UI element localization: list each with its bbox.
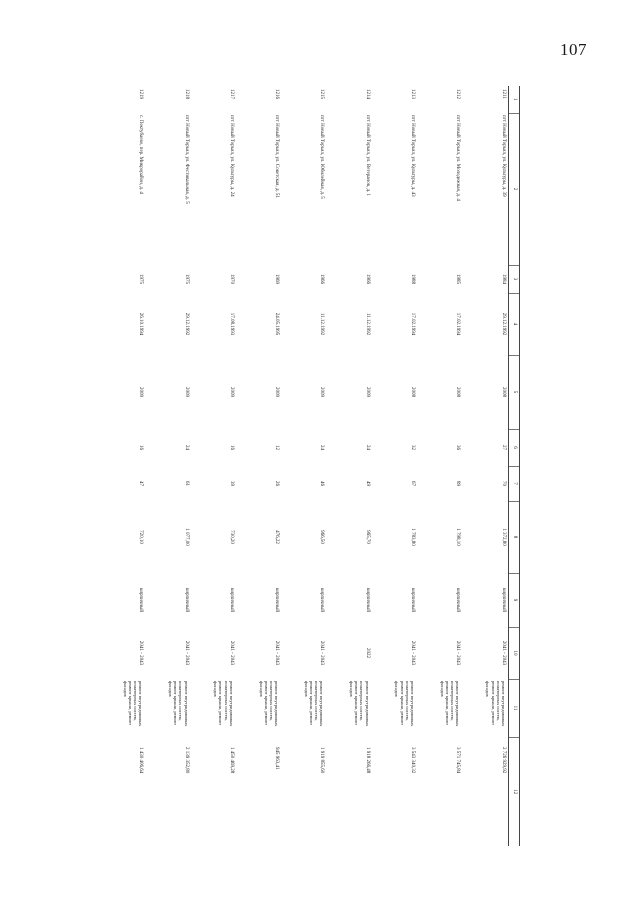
cell-repair-period: 2041 - 2043 (274, 640, 280, 666)
column-number-header: 8 (509, 501, 520, 573)
cell-date: 17.08.1993 (228, 312, 234, 336)
cell-repair-works: ремонт внутридомовых инженерных систем, ремонт крыши, ремонт фасадов (439, 681, 461, 727)
table-row (281, 86, 326, 846)
cell-cost: 3 571 745,84 (455, 747, 461, 774)
cell-repair-works: ремонт внутридомовых инженерных систем, ремонт крыши, ремонт фасадов (168, 681, 189, 727)
cell-value-7: 61 (183, 481, 189, 486)
page-number: 107 (560, 40, 587, 59)
cell-date: 11.12.1992 (364, 312, 370, 336)
cell-wall-material: кирпичный (501, 587, 506, 613)
cell-address: пгт Новый Торъял, ул. Культуры, д. 24 (228, 115, 234, 197)
cell-row-number: 1212 (455, 89, 461, 99)
cell-build-year: 1975 (138, 274, 144, 284)
cell-area: 1 372,80 (501, 528, 506, 546)
cell-repair-works: ремонт внутридомовых инженерных систем, ремонт крыши, ремонт фасадов (122, 681, 144, 727)
cell-value-6: 24 (319, 445, 325, 450)
column-number-header: 11 (509, 679, 520, 737)
cell-value-6: 24 (364, 445, 370, 450)
cell-value-7: 67 (409, 481, 415, 486)
column-number-header: 12 (509, 737, 520, 846)
column-number-header: 1 (509, 86, 520, 113)
cell-repair-works: ремонт внутридомовых инженерных систем, ремонт крыши, ремонт фасадов (394, 681, 415, 727)
cell-repair-works: ремонт внутридомовых инженерных систем, ремонт крыши, ремонт фасадов (213, 681, 234, 727)
cell-cost: 2 726 929,92 (501, 747, 506, 774)
cell-repair-period: 2041 - 2043 (501, 640, 506, 666)
cell-value-6: 16 (228, 445, 234, 450)
cell-repair-period: 2041 - 2043 (228, 640, 234, 666)
cell-year: 2009 (364, 387, 370, 397)
cell-build-year: 1966 (319, 274, 325, 284)
cell-area: 966,50 (319, 530, 325, 544)
cell-build-year: 1988 (409, 274, 415, 284)
cell-row-number: 1214 (364, 89, 370, 99)
cell-repair-period: 2041 - 2043 (319, 640, 325, 666)
column-number-header: 2 (509, 113, 520, 265)
cell-cost: 1 450 469,28 (228, 747, 234, 774)
table-row (145, 86, 190, 846)
cell-area: 965,70 (364, 530, 370, 544)
cell-address: пгт Новый Торъял, ул. Фестивальная, д. 5 (183, 115, 189, 204)
cell-cost: 1 918 266,48 (364, 747, 370, 774)
cell-area: 1 783,80 (409, 528, 415, 546)
table-body (100, 86, 509, 846)
table-row (236, 86, 281, 846)
cell-year: 2009 (138, 387, 144, 397)
cell-row-number: 1215 (319, 89, 325, 99)
cell-year: 2008 (409, 387, 415, 397)
cell-build-year: 1975 (183, 274, 189, 284)
cell-wall-material: кирпичный (138, 587, 144, 613)
cell-address: с. Пектубаево, пер. Микрорайон, д. 4 (138, 115, 144, 194)
cell-date: 24.05.1995 (274, 312, 280, 336)
table-row (191, 86, 236, 846)
cell-repair-period: 2041 - 2043 (138, 640, 144, 666)
cell-address: пгт Новый Торъял, ул. Ветеранов, д. 1 (364, 115, 370, 197)
cell-year: 2009 (274, 387, 280, 397)
cell-value-6: 24 (183, 445, 189, 450)
cell-row-number: 1213 (409, 89, 415, 99)
column-number-header: 6 (509, 429, 520, 466)
cell-build-year: 1970 (228, 274, 234, 284)
table-row (326, 86, 371, 846)
cell-build-year: 1969 (274, 274, 280, 284)
cell-build-year: 1985 (455, 274, 461, 284)
cell-year: 2008 (501, 387, 506, 397)
cell-date: 29.12.1992 (183, 312, 189, 336)
cell-wall-material: кирпичный (228, 587, 234, 613)
cell-repair-period: 2041 - 2043 (183, 640, 189, 666)
cell-area: 476,22 (274, 530, 280, 544)
cell-date: 11.12.1992 (319, 312, 325, 336)
cell-date: 17.02.1994 (455, 312, 461, 336)
cell-address: пгт Новый Торъял, ул. Юбилейная, д. 5 (319, 115, 325, 199)
cell-year: 2009 (228, 387, 234, 397)
cell-value-7: 70 (501, 481, 506, 486)
cell-wall-material: кирпичный (319, 587, 325, 613)
cell-repair-period: 2041 - 2043 (455, 640, 461, 666)
cell-value-7: 47 (138, 481, 144, 486)
column-number-header: 9 (509, 573, 520, 627)
cell-repair-period: 2022 (364, 648, 370, 658)
rotated-table-frame (100, 86, 520, 846)
cell-repair-works: ремонт внутридомовых инженерных систем, ремонт крыши, ремонт фасадов (303, 681, 325, 727)
cell-cost: 1 430 406,64 (138, 747, 144, 774)
cell-value-7: 39 (228, 481, 234, 486)
cell-cost: 3 543 340,32 (409, 747, 415, 774)
cell-value-6: 27 (501, 445, 506, 450)
cell-value-7: 26 (274, 481, 280, 486)
cell-value-7: 49 (364, 481, 370, 486)
cell-repair-works: ремонт внутридомовых инженерных систем, ремонт крыши, ремонт фасадов (349, 681, 370, 727)
cell-wall-material: кирпичный (455, 587, 461, 613)
cell-area: 720,10 (138, 530, 144, 544)
housing-repair-table (100, 86, 520, 846)
cell-year: 2009 (319, 387, 325, 397)
cell-area: 730,20 (228, 530, 234, 544)
cell-row-number: 1216 (274, 89, 280, 99)
header-row (509, 86, 520, 846)
column-number-header: 4 (509, 293, 520, 355)
table-row (417, 86, 462, 846)
cell-row-number: 1219 (138, 89, 144, 99)
cell-repair-works: ремонт внутридомовых инженерных систем, ремонт крыши, ремонт фасадов (485, 681, 506, 727)
cell-cost: 1 919 855,60 (319, 747, 325, 774)
cell-value-6: 12 (274, 445, 280, 450)
cell-date: 17.02.1994 (409, 312, 415, 336)
cell-wall-material: кирпичный (409, 587, 415, 613)
cell-address: пгт Новый Торъял, ул. Культуры, д. 43 (409, 115, 415, 197)
cell-year: 2008 (455, 387, 461, 397)
cell-address: пгт Новый Торъял, ул. Советская, д. 51 (274, 115, 280, 199)
cell-build-year: 1984 (501, 274, 506, 284)
cell-address: пгт Новый Торъял, ул. Молодежная, д. 4 (455, 115, 461, 201)
cell-area: 1 077,00 (183, 528, 189, 546)
column-number-header: 7 (509, 466, 520, 501)
cell-date: 26.10.1994 (138, 312, 144, 336)
cell-repair-works: ремонт внутридомовых инженерных систем, ремонт крыши, ремонт фасадов (258, 681, 280, 727)
cell-address: пгт Новый Торъял, ул. Культуры, д. 39 (501, 115, 506, 197)
cell-wall-material: кирпичный (364, 587, 370, 613)
cell-build-year: 1966 (364, 274, 370, 284)
table-row (372, 86, 417, 846)
cell-value-6: 16 (138, 445, 144, 450)
cell-value-7: 89 (455, 481, 461, 486)
cell-row-number: 1218 (183, 89, 189, 99)
column-number-header: 10 (509, 627, 520, 679)
column-number-header: 3 (509, 265, 520, 293)
cell-area: 1 798,10 (455, 528, 461, 546)
cell-value-6: 32 (409, 445, 415, 450)
cell-year: 2009 (183, 387, 189, 397)
cell-wall-material: кирпичный (274, 587, 280, 613)
cell-value-6: 36 (455, 445, 461, 450)
cell-cost: 2 139 352,80 (183, 747, 189, 774)
table-row (100, 86, 145, 846)
cell-date: 29.12.1992 (501, 312, 506, 336)
cell-cost: 945 963,41 (274, 747, 280, 770)
column-number-header: 5 (509, 355, 520, 429)
table-row (462, 86, 508, 846)
cell-value-7: 46 (319, 481, 325, 486)
cell-row-number: 1217 (228, 89, 234, 99)
cell-row-number: 1211 (501, 89, 506, 99)
cell-wall-material: кирпичный (183, 587, 189, 613)
cell-repair-period: 2041 - 2043 (409, 640, 415, 666)
